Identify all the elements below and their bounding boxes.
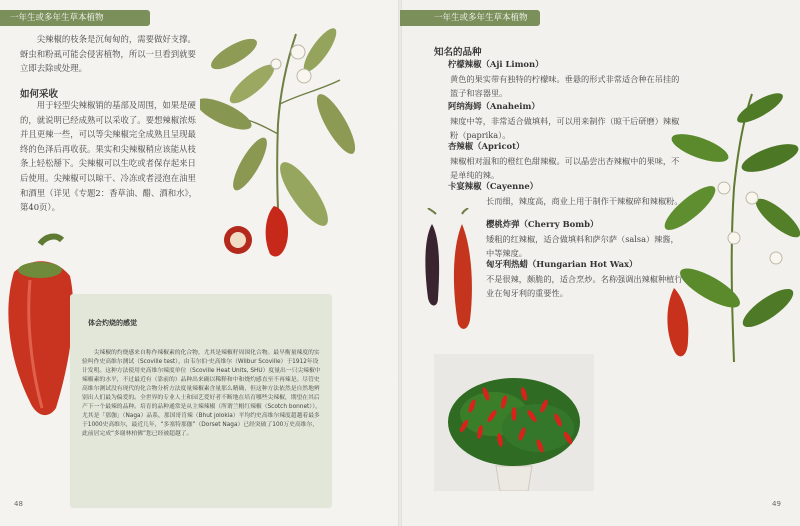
- varieties-section-title: 知名的品种: [434, 47, 482, 58]
- variety-description: 长而细，辣度高，商业上用于制作干辣椒碎和辣椒粉。: [486, 196, 683, 206]
- harvest-section-title: 如何采收: [20, 89, 59, 100]
- variety-name: 杏辣椒（Apricot）: [448, 141, 525, 151]
- page-number-left: 48: [14, 500, 23, 508]
- variety-description: 辣椒相对温和的橙红色甜辣椒。可以晶尝出杏辣椒中的果味，不是单纯的辣。: [450, 156, 680, 181]
- variety-description: 不是很辣，颇脆的，适合烹炒。名称强调出辣椒种植行业在匈牙利的重要性。: [486, 274, 683, 299]
- sidebar-title: 体会灼烧的感觉: [88, 319, 137, 327]
- harvest-paragraph: 用于轻型尖辣椒销的基部及周围，如果是硬的，就说明已经成熟可以采收了。要想辣椒浓烁并且更辣一些，可以等尖辣椒完全成熟且呈现最终的色泽后再收获。果实和尖辣椒稍应该能从枝条上轻松掰下。尖辣椒可以生吃或者保存起来日后使用。尖辣椒可以晾干、冷冻或者浸泡在油里和酒里（详见《专题2：香草油、醋、酒和水》，第40页）。: [20, 100, 198, 213]
- variety-description: 矮粗的红辣椒，适合做填料和萨尔萨（salsa）辣酱，中等辣度。: [486, 234, 679, 259]
- potted-chili-photo-graphic: [434, 354, 594, 491]
- right-chapter-tab: 一年生或多年生草本植物: [400, 10, 540, 26]
- variety-description: 辣度中等，非常适合做填料，可以用来制作（晾干后研磨）辣椒粉（paprika）。: [450, 116, 680, 141]
- left-chapter-tab: 一年生或多年生草本植物: [0, 10, 150, 26]
- potted-chili-photo: [434, 354, 594, 491]
- intro-paragraph: 尖辣椒的枝条是沉甸甸的，需要做好支撑。蚜虫和粉虱可能会侵害植物，所以一旦看到就要立即去除或处理。: [20, 34, 196, 74]
- pepper-plant-illustration: [200, 14, 360, 264]
- variety-name: 卡宴辣椒（Cayenne）: [448, 181, 539, 191]
- variety-name: 阿纳海姆（Anaheim）: [448, 101, 540, 111]
- sidebar-body: 尖辣椒的灼烧感来自称作辣椒素的化合物，尤其是辣椒籽周围化合物。最早衡量辣度的实验叫作史高维尔测试（Scoville test），由韦尔伯·史高维尔（Wilbur Scoville）于1912年设计发明。这种方法使用史高维尔辣度单位（Scoville Heat Units, SHU）度量出一只尖辣椒中辣椒素的水平，不过最近有（靠前的）品种出来确以稀释和中和烧灼感直至不再辣是。尽管史高维尔测试没有现代的化合物分析方法度量辣椒素含量那么精确，但这种方法依然是自然地辨别出人们最为偏爱的。全世界的专业人士和园艺爱好者不断地在培育哪些尖辣椒，期望在其后产下一个最辣的品种。培育的品种通常是从主辣辣椒（所谓兰帽红辣椒（Scotch bonnet）），尤其是「那伽」（Naga）品系，那国哥肯辣（Bhut jolokia）平均约史高维尔辣度超越着最多于1000史高维尔，最近几年，“多塞特那伽”（Dorset Naga）已经突破了100万史高维尔，此前居完成“多谢林柏佛”您已经被超越了。: [82, 350, 321, 437]
- variety-name: 樱桃炸弹（Cherry Bomb）: [486, 219, 599, 229]
- flowering-pepper-plant-illustration: [660, 88, 800, 368]
- variety-name: 匈牙利热蜡（Hungarian Hot Wax）: [486, 259, 638, 269]
- cayenne-peppers-illustration: [418, 208, 480, 334]
- variety-name: 柠檬辣椒（Aji Limon）: [448, 59, 544, 69]
- page-number-right: 49: [772, 500, 781, 508]
- variety-description: 黄色的果实带有独特的柠檬味。垂悬的形式非常适合种在吊挂的篮子和容器里。: [450, 74, 680, 99]
- book-gutter: [398, 0, 402, 526]
